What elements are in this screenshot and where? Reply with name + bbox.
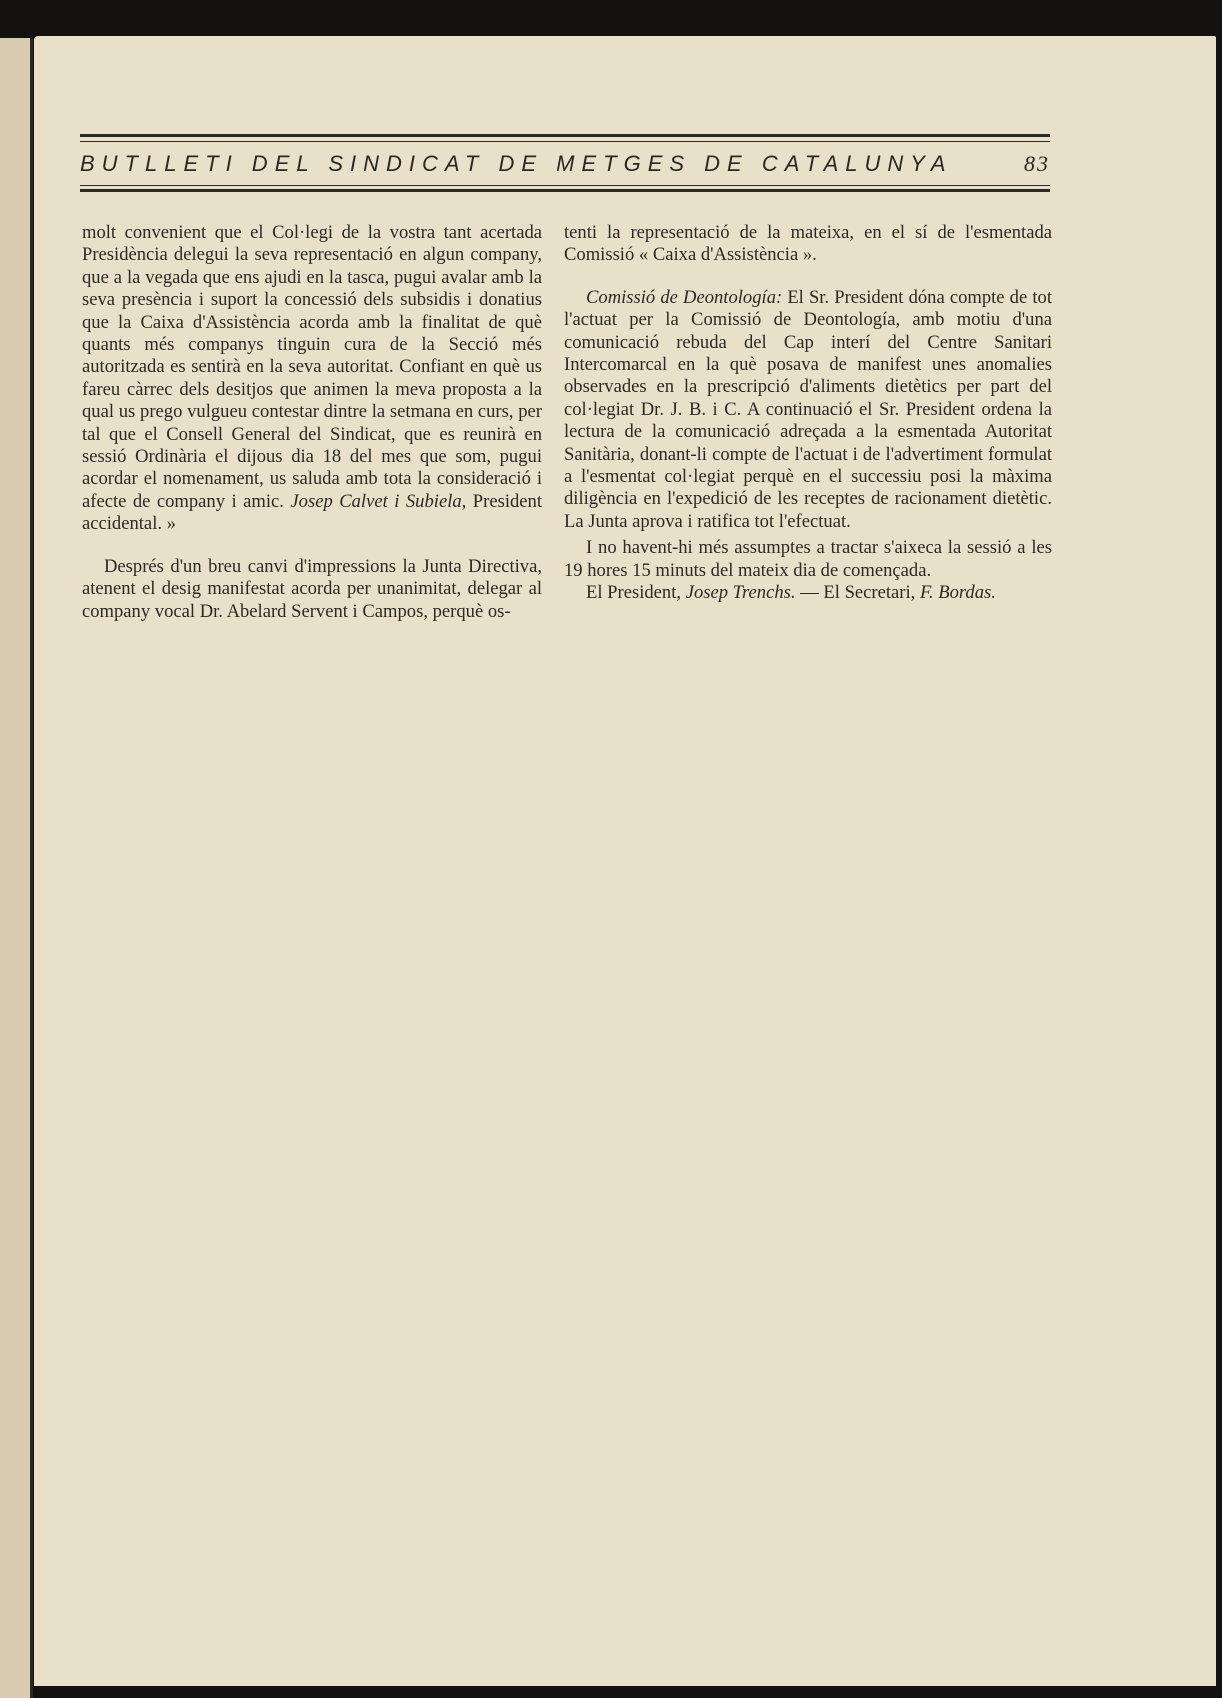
page-number: 83 xyxy=(1024,151,1050,176)
president-label: El President, xyxy=(586,582,682,604)
adjacent-page-edge xyxy=(0,38,33,1698)
paragraph: I no havent-hi més assumptes a tractar s'aixeca la sessió a les 19 hores 15 minuts del mateix dia de començada. xyxy=(564,537,1052,581)
header-rule-top xyxy=(80,134,1050,137)
header-rule-bottom-thin xyxy=(80,185,1050,186)
running-header xyxy=(80,146,1050,182)
section-heading: Comissió de Deontología: xyxy=(586,286,783,308)
president-name: Josep Trenchs. xyxy=(685,582,796,604)
paragraph-text: molt convenient que el Col·legi de la vostra tant acertada Presidència delegui la seva representació en algun company, que a la vegada que ens ajudi en la tasca, pugui avalar amb la seva presència i suport la concessió dels subsidis i donatius que la Caixa d'Assistència acorda amb la finalitat de què quants més companys tinguin cura de la Secció més autoritzada es sentirà en la seva autoritat. Confiant en què us fareu càrrec dels desitjos que animen la meva proposta a la qual us prego vulgueu contestar dintre la setmana en curs, per tal que el Consell General del Sindicat, que es reunirà en sessió Ordinària el dijous dia 18 del mes que som, pugui acordar el nomenament, us saluda amb tota la consideració i afecte de company i amic. xyxy=(82,222,542,512)
paragraph xyxy=(564,287,1052,533)
signatures-line xyxy=(564,582,1052,604)
paragraph: tenti la representació de la mateixa, en el sí de l'esmentada Comissió « Caixa d'Assistència ». xyxy=(564,222,1052,266)
paragraph xyxy=(82,222,542,536)
header-rule-top-thin xyxy=(80,141,1050,142)
signature-name: Josep Calvet i Subiela, xyxy=(290,490,467,512)
header-rule-bottom xyxy=(80,189,1050,192)
right-column xyxy=(564,222,1052,605)
left-column xyxy=(82,222,542,623)
journal-title: BUTLLETI DEL SINDICAT DE METGES DE CATALUNYA xyxy=(80,151,953,176)
paragraph-text: El Sr. President dóna compte de tot l'actuat per la Comissió de Deontología, amb motiu d'una comunicació rebuda del Cap interí del Centre Sanitari Intercomarcal en la què posava de manifest unes anomalies observades en la prescripció d'aliments dietètics per part del col·legiat Dr. J. B. i C. A continuació el Sr. President ordena la lectura de la comunicació adreçada a la esmentada Autoritat Sanitària, donant-li compte de l'actuat i de l'advertiment formulat a l'esmentat col·legiat perquè en el successiu posi la màxima diligència en l'expedició de les receptes de racionament dietètic. La Junta aprova i ratifica tot l'efectuat. xyxy=(564,286,1052,532)
secretary-name: F. Bordas. xyxy=(919,582,996,604)
document-page xyxy=(34,36,1216,1686)
signature-title: President accidental. » xyxy=(82,490,542,535)
secretary-label: — El Secretari, xyxy=(800,582,916,604)
paragraph: Després d'un breu canvi d'impressions la Junta Directiva, atenent el desig manifestat acorda per unanimitat, delegar al company vocal Dr. Abelard Servent i Campos, perquè os- xyxy=(82,555,542,622)
